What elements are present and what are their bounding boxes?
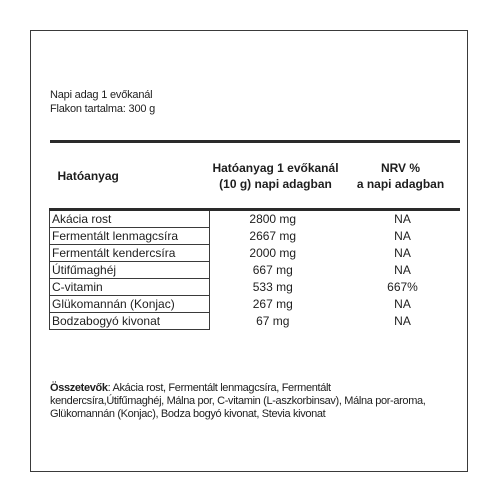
- ingredient-nrv: NA: [394, 297, 411, 311]
- ingredient-amount: 2800 mg: [249, 212, 297, 227]
- ingredients-label: Összetevők: [50, 382, 108, 394]
- header-nrv-line1: NRV %: [380, 160, 421, 175]
- header-nrv: [342, 142, 460, 210]
- ingredient-amount: 2000 mg: [249, 246, 297, 260]
- table-row: [50, 262, 460, 279]
- table-row: [50, 245, 460, 262]
- ingredient-name: C-vitamin: [50, 279, 210, 296]
- ingredient-nrv: NA: [394, 246, 411, 260]
- ingredient-nrv: NA: [394, 212, 411, 227]
- ingredient-name: Bodzabogyó kivonat: [50, 313, 210, 330]
- ingredient-nrv: NA: [394, 263, 411, 277]
- ingredient-amount: 267 mg: [252, 297, 293, 311]
- ingredients-line1-text: : Akácia rost, Fermentált lenmagcsíra, Fermentált: [107, 382, 331, 394]
- table-row: [50, 228, 460, 245]
- header-active-ingredient: Hatóanyag: [50, 142, 210, 210]
- ingredients-line2: kendercsíra,Útifűmaghéj, Málna por, C-vitamin (L-aszkorbinsav), Málna por-aroma,: [50, 395, 426, 407]
- ingredient-amount: 67 mg: [256, 314, 290, 328]
- ingredient-amount: 667 mg: [252, 263, 293, 277]
- header-nrv-line2: a napi adagban: [356, 176, 445, 191]
- serving-info: [50, 88, 155, 116]
- ingredient-name: Glükomannán (Konjac): [50, 296, 210, 313]
- nutrition-table: [49, 140, 460, 330]
- table-row: [50, 210, 460, 228]
- ingredient-name: Fermentált kendercsíra: [50, 245, 210, 262]
- ingredient-amount: 2667 mg: [249, 229, 297, 243]
- ingredient-nrv: 667%: [387, 280, 418, 294]
- table-row: [50, 296, 460, 313]
- header-amount-line2: (10 g) napi adagban: [219, 176, 332, 191]
- ingredient-amount: 533 mg: [252, 280, 293, 294]
- ingredients-text: [50, 382, 450, 421]
- ingredient-name: Fermentált lenmagcsíra: [50, 228, 210, 245]
- header-amount-line1: Hatóanyag 1 evőkanál: [212, 160, 339, 175]
- ingredients-line3: Glükomannán (Konjac), Bodza bogyó kivonat, Stevia kivonat: [50, 408, 326, 420]
- table-row: [50, 279, 460, 296]
- ingredient-name: Útifűmaghéj: [50, 262, 210, 279]
- ingredient-nrv: NA: [394, 229, 411, 243]
- ingredient-nrv: NA: [394, 314, 411, 328]
- table-row: [50, 313, 460, 330]
- container-content-text: Flakon tartalma: 300 g: [50, 103, 156, 115]
- serving-size-text: Napi adag 1 evőkanál: [50, 89, 153, 101]
- header-amount-per-serving: [210, 142, 342, 210]
- table-header-row: [50, 142, 460, 210]
- ingredients-line1: [50, 382, 450, 395]
- ingredient-name: Akácia rost: [50, 210, 210, 228]
